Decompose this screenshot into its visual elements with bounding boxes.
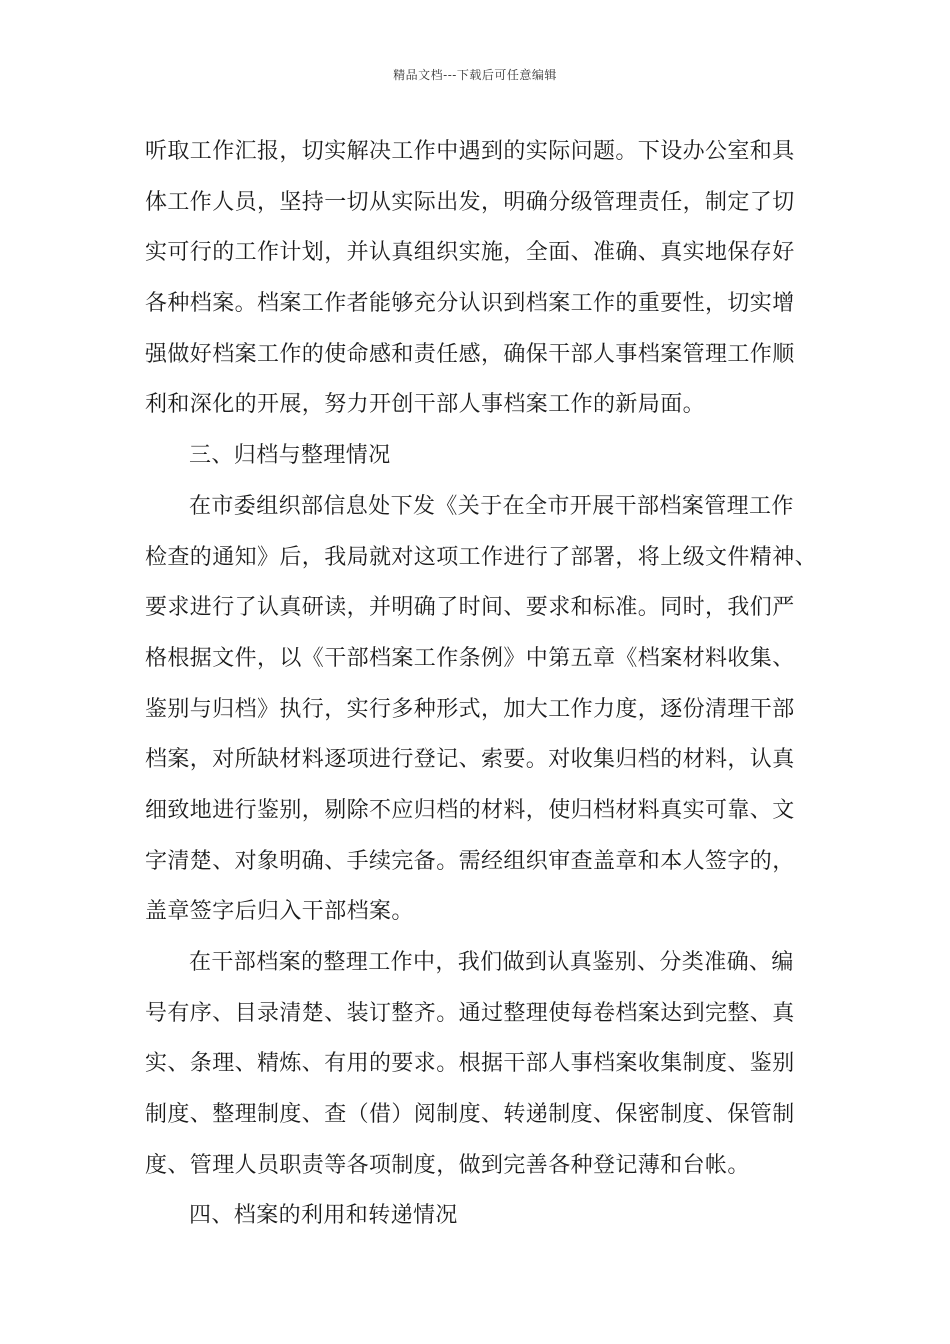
text-line: 盖章签字后归入干部档案。 (145, 899, 414, 925)
paragraph-start-line: 在干部档案的整理工作中，我们做到认真鉴别、分类准确、编 (189, 950, 794, 975)
document-body (145, 127, 818, 1242)
text-line: 各种档案。档案工作者能够充分认识到档案工作的重要性，切实增 (145, 291, 795, 317)
text-line: 利和深化的开展，努力开创干部人事档案工作的新局面。 (145, 392, 706, 418)
text-line: 实可行的工作计划，并认真组织实施，全面、准确、真实地保存好 (145, 240, 795, 266)
text-line: 检查的通知》后，我局就对这项工作进行了部署，将上级文件精神、 (145, 544, 818, 570)
text-line: 制度、整理制度、查（借）阅制度、转递制度、保密制度、保管制 (145, 1102, 795, 1128)
text-line: 听取工作汇报，切实解决工作中遇到的实际问题。下设办公室和具 (145, 139, 795, 164)
text-line: 体工作人员，坚持一切从实际出发，明确分级管理责任，制定了切 (145, 189, 795, 215)
text-line: 鉴别与归档》执行，实行多种形式，加大工作力度，逐份清理干部 (145, 696, 795, 722)
section-heading: 四、档案的利用和转递情况 (189, 1203, 458, 1229)
text-line: 号有序、目录清楚、装订整齐。通过整理使每卷档案达到完整、真 (145, 1000, 795, 1026)
text-line: 细致地进行鉴别，剔除不应归档的材料，使归档材料真实可靠、文 (145, 797, 795, 823)
text-line: 强做好档案工作的使命感和责任感，确保干部人事档案管理工作顺 (145, 341, 795, 367)
paragraph-start-line: 在市委组织部信息处下发《关于在全市开展干部档案管理工作 (189, 493, 794, 519)
text-line: 要求进行了认真研读，并明确了时间、要求和标准。同时，我们严 (145, 595, 795, 621)
text-line: 度、管理人员职责等各项制度，做到完善各种登记薄和台帐。 (145, 1152, 750, 1178)
text-line: 格根据文件，以《干部档案工作条例》中第五章《档案材料收集、 (145, 645, 795, 671)
text-line: 字清楚、对象明确、手续完备。需经组织审查盖章和本人签字的， (145, 848, 795, 874)
page-header: 精品文档---下载后可任意编辑 (393, 68, 557, 82)
text-line: 实、条理、精炼、有用的要求。根据干部人事档案收集制度、鉴别 (145, 1051, 795, 1077)
section-heading: 三、归档与整理情况 (189, 443, 391, 469)
text-line: 档案，对所缺材料逐项进行登记、索要。对收集归档的材料，认真 (145, 747, 795, 773)
